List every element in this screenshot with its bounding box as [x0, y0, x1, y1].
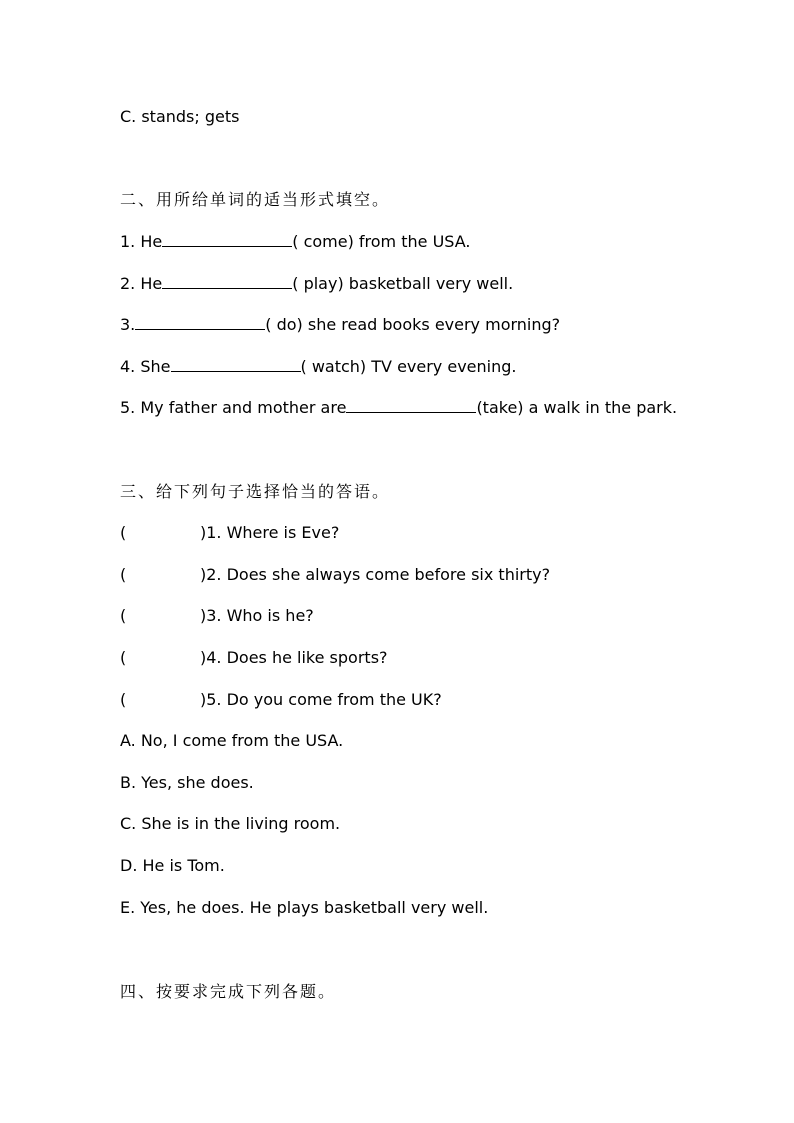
question-5	[120, 690, 442, 710]
answer-blank[interactable]	[135, 315, 265, 330]
question-1	[120, 523, 339, 543]
fill-item-before: 1. He	[120, 232, 163, 251]
fill-item-before: 5. My father and mother are	[120, 398, 347, 417]
fill-item-before: 2. He	[120, 274, 163, 293]
answer-option-e: E. Yes, he does. He plays basketball very well.	[120, 898, 489, 917]
answer-blank[interactable]	[162, 232, 292, 247]
answer-blank[interactable]	[162, 274, 292, 289]
question-text: )3. Who is he?	[200, 606, 314, 625]
fill-item-after: (take) a walk in the park.	[476, 398, 678, 417]
section-heading-2: 二、用所给单词的适当形式填空。	[120, 190, 391, 209]
question-4	[120, 648, 388, 668]
answer-option-b: B. Yes, she does.	[120, 773, 254, 792]
fill-item-before: 4. She	[120, 357, 171, 376]
answer-blank[interactable]	[171, 357, 301, 372]
answer-paren[interactable]: (	[120, 565, 127, 584]
answer-paren[interactable]: (	[120, 606, 127, 625]
fill-item-3	[120, 315, 560, 335]
fill-item-after: ( watch) TV every evening.	[300, 357, 517, 376]
question-text: )2. Does she always come before six thirty?	[200, 565, 551, 584]
fill-item-after: ( play) basketball very well.	[292, 274, 514, 293]
answer-paren[interactable]: (	[120, 523, 127, 542]
fill-item-5	[120, 398, 677, 418]
answer-option-c: C. She is in the living room.	[120, 814, 341, 833]
answer-paren[interactable]: (	[120, 648, 127, 667]
fill-item-after: ( do) she read books every morning?	[265, 315, 561, 334]
fill-item-1	[120, 232, 470, 252]
answer-blank[interactable]	[346, 398, 476, 413]
fill-item-after: ( come) from the USA.	[292, 232, 471, 251]
answer-option-d: D. He is Tom.	[120, 856, 225, 875]
answer-option-a: A. No, I come from the USA.	[120, 731, 344, 750]
section-heading-3: 三、给下列句子选择恰当的答语。	[120, 482, 391, 501]
question-text: )5. Do you come from the UK?	[200, 690, 442, 709]
fill-item-before: 3.	[120, 315, 136, 334]
option-c: C. stands; gets	[120, 107, 240, 126]
question-2	[120, 565, 550, 585]
question-text: )4. Does he like sports?	[200, 648, 388, 667]
answer-paren[interactable]: (	[120, 690, 127, 709]
section-heading-4: 四、按要求完成下列各题。	[120, 982, 337, 1001]
fill-item-2	[120, 274, 513, 294]
question-3	[120, 606, 314, 626]
fill-item-4	[120, 357, 516, 377]
question-text: )1. Where is Eve?	[200, 523, 340, 542]
